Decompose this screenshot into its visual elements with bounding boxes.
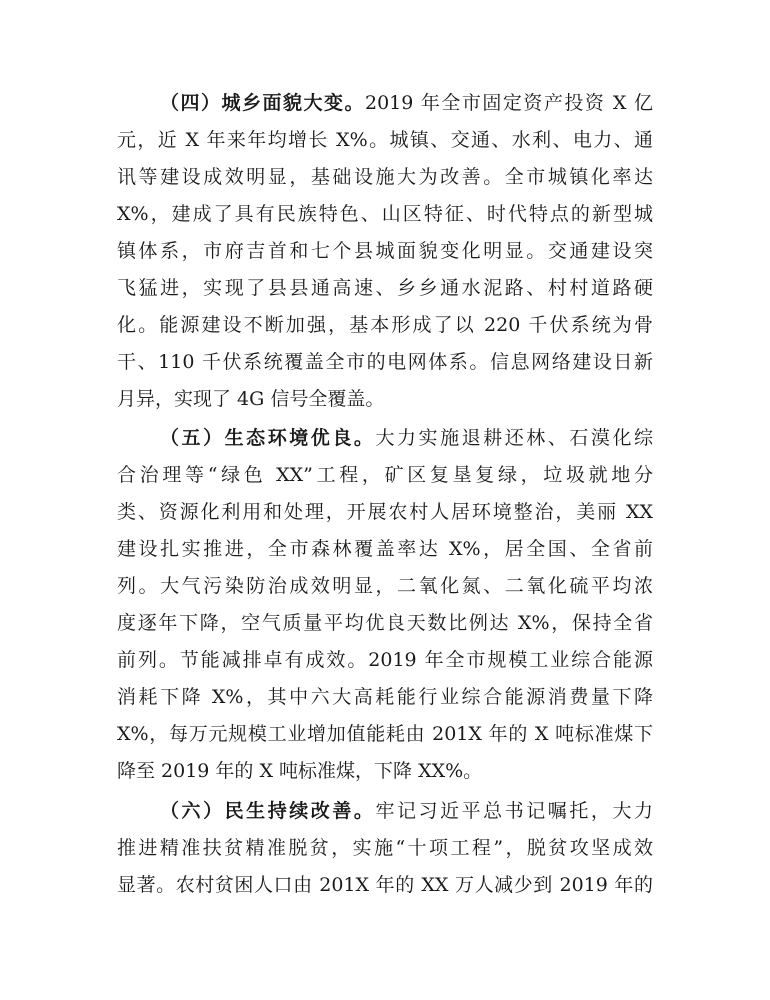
paragraph-4-line-7: 化。能源建设不断加强，基本形成了以 220 千伏系统为骨 [117,314,653,336]
paragraph-5-line-4: 建设扎实推进，全市森林覆盖率达 X%，居全国、全省前 [117,538,653,560]
paragraph-5-line-3: 类、资源化利用和处理，开展农村人居环境整治，美丽 XX [117,501,653,523]
paragraph-4-line-8: 干、110 千伏系统覆盖全市的电网体系。信息网络建设日新 [117,351,653,373]
paragraph-4-line-4: X%，建成了具有民族特色、山区特征、时代特点的新型城 [117,203,653,225]
paragraph-4-line-6: 飞猛进，实现了县县通高速、乡乡通水泥路、村村道路硬 [117,277,653,299]
paragraph-4-line-2: 元，近 X 年来年均增长 X%。城镇、交通、水利、电力、通 [117,129,653,151]
paragraph-5-heading: （五）生态环境优良。 [160,427,376,449]
paragraph-5-line-8: 消耗下降 X%，其中六大高耗能行业综合能源消费量下降 [117,686,653,708]
paragraph-5-line-1 [160,419,653,457]
paragraph-5-line-7: 前列。节能减排卓有成效。2019 年全市规模工业综合能源 [117,649,653,671]
paragraph-5-line-9: X%，每万元规模工业增加值能耗由 201X 年的 X 吨标准煤下 [117,723,653,745]
paragraph-6-line-2: 推进精准扶贫精准脱贫，实施“十项工程”，脱贫攻坚成效 [117,837,653,859]
paragraph-4-line-1 [160,84,653,122]
paragraph-6-text: 牢记习近平总书记嘱托，大力 [375,800,653,822]
paragraph-5-line-6: 度逐年下降，空气质量平均优良天数比例达 X%，保持全省 [117,612,653,634]
paragraph-5-line-5: 列。大气污染防治成效明显，二氧化氮、二氧化硫平均浓 [117,575,653,597]
paragraph-6-line-1 [160,792,653,830]
paragraph-4-heading: （四）城乡面貌大变。 [160,92,365,114]
paragraph-6-line-3: 显著。农村贫困人口由 201X 年的 XX 万人减少到 2019 年的 [117,874,653,896]
paragraph-5-text: 大力实施退耕还林、石漠化综 [375,427,653,449]
paragraph-5-line-10: 降至 2019 年的 X 吨标准煤，下降 XX%。 [117,760,483,782]
paragraph-5-line-2: 合治理等“绿色 XX”工程，矿区复垦复绿，垃圾就地分 [117,464,653,486]
paragraph-4-text: 2019 年全市固定资产投资 X 亿 [365,92,653,114]
paragraph-6-heading: （六）民生持续改善。 [160,800,376,822]
paragraph-4-line-9: 月异，实现了 4G 信号全覆盖。 [117,388,385,410]
paragraph-4-line-5: 镇体系，市府吉首和七个县城面貌变化明显。交通建设突 [117,240,653,262]
paragraph-4-line-3: 讯等建设成效明显，基础设施大为改善。全市城镇化率达 [117,166,653,188]
